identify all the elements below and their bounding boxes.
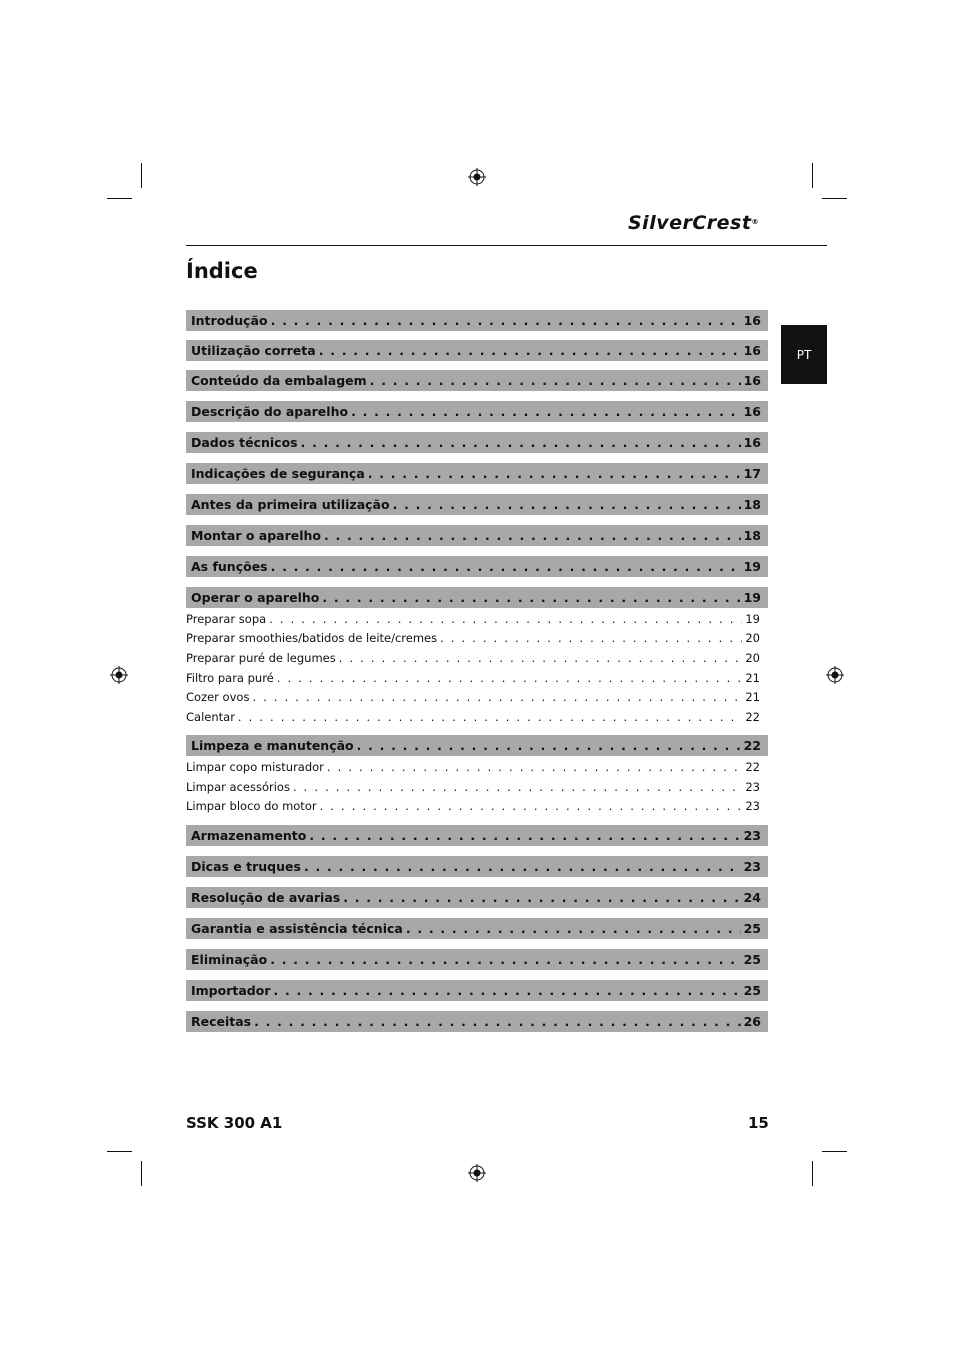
page-title: Índice (186, 259, 258, 283)
toc-subsection-entry[interactable] (186, 758, 768, 776)
toc-leader-dots (327, 760, 742, 774)
toc-entry-page: 23 (743, 828, 761, 843)
toc-leader-dots (269, 612, 742, 626)
toc-entry-label: Conteúdo da embalagem (191, 373, 367, 388)
registration-mark-icon (110, 666, 128, 684)
toc-leader-dots (309, 828, 740, 843)
toc-section-entry[interactable] (186, 310, 768, 331)
toc-entry-label: Dados técnicos (191, 435, 298, 450)
toc-subsection-entry[interactable] (186, 669, 768, 687)
toc-entry-label: Resolução de avarias (191, 890, 341, 905)
toc-section-entry[interactable] (186, 525, 768, 546)
toc-section-entry[interactable] (186, 887, 768, 908)
crop-mark (107, 198, 132, 199)
toc-leader-dots (301, 435, 741, 450)
toc-section-entry[interactable] (186, 856, 768, 877)
toc-entry-page: 19 (745, 612, 760, 626)
toc-leader-dots (277, 671, 743, 685)
language-tab (781, 325, 827, 384)
toc-leader-dots (304, 859, 741, 874)
toc-subsection-entry[interactable] (186, 610, 768, 628)
toc-entry-page: 16 (743, 373, 761, 388)
toc-entry-label: Descrição do aparelho (191, 404, 349, 419)
toc-leader-dots (322, 590, 740, 605)
toc-section-entry[interactable] (186, 735, 768, 756)
toc-entry-label: Dicas e truques (191, 859, 301, 874)
crop-mark (822, 198, 847, 199)
registered-mark: ® (751, 218, 759, 226)
toc-entry-page: 23 (745, 780, 760, 794)
header-rule (186, 245, 827, 246)
toc-entry-label: Indicações de segurança (191, 466, 365, 481)
toc-entry-label: Preparar puré de legumes (186, 651, 336, 665)
toc-leader-dots (271, 559, 741, 574)
toc-leader-dots (370, 373, 741, 388)
toc-entry-label: Operar o aparelho (191, 590, 320, 605)
toc-leader-dots (274, 983, 741, 998)
toc-entry-label: Filtro para puré (186, 671, 274, 685)
toc-subsection-entry[interactable] (186, 708, 768, 726)
toc-leader-dots (343, 890, 740, 905)
toc-entry-page: 19 (743, 559, 761, 574)
toc-entry-label: Receitas (191, 1014, 252, 1029)
toc-entry-label: Calentar (186, 710, 235, 724)
toc-entry-page: 25 (743, 952, 761, 967)
toc-section-entry[interactable] (186, 494, 768, 515)
registration-mark-icon (468, 168, 486, 186)
toc-entry-label: Preparar smoothies/batidos de leite/cremes (186, 631, 438, 645)
toc-entry-label: Limpar acessórios (186, 780, 290, 794)
toc-leader-dots (440, 631, 742, 645)
toc-section-entry[interactable] (186, 556, 768, 577)
registration-mark-icon (468, 1164, 486, 1182)
toc-leader-dots (406, 921, 741, 936)
toc-entry-page: 26 (743, 1014, 761, 1029)
footer-page-number: 15 (748, 1114, 769, 1132)
brand-logo (628, 212, 759, 234)
toc-leader-dots (319, 343, 741, 358)
toc-entry-page: 25 (743, 983, 761, 998)
toc-section-entry[interactable] (186, 340, 768, 361)
toc-subsection-entry[interactable] (186, 778, 768, 796)
toc-entry-page: 22 (745, 760, 760, 774)
toc-entry-page: 23 (745, 799, 760, 813)
toc-subsection-entry[interactable] (186, 797, 768, 815)
toc-entry-page: 16 (743, 404, 761, 419)
toc-entry-label: Antes da primeira utilização (191, 497, 390, 512)
toc-leader-dots (320, 799, 743, 813)
toc-section-entry[interactable] (186, 463, 768, 484)
toc-section-entry[interactable] (186, 949, 768, 970)
toc-entry-label: Garantia e assistência técnica (191, 921, 403, 936)
toc-entry-page: 24 (743, 890, 761, 905)
toc-leader-dots (238, 710, 742, 724)
toc-leader-dots (339, 651, 743, 665)
toc-subsection-entry[interactable] (186, 649, 768, 667)
toc-section-entry[interactable] (186, 432, 768, 453)
toc-leader-dots (271, 313, 741, 328)
toc-entry-page: 19 (743, 590, 761, 605)
toc-leader-dots (368, 466, 741, 481)
toc-entry-label: Montar o aparelho (191, 528, 322, 543)
crop-mark (822, 1151, 847, 1152)
toc-entry-page: 16 (743, 343, 761, 358)
brand-logo-text: SilverCrest (628, 212, 752, 234)
crop-mark (141, 163, 142, 188)
toc-entry-page: 23 (743, 859, 761, 874)
toc-entry-page: 22 (743, 738, 761, 753)
crop-mark (812, 1161, 813, 1186)
toc-entry-page: 16 (743, 313, 761, 328)
toc-entry-page: 21 (745, 671, 760, 685)
toc-leader-dots (254, 1014, 740, 1029)
toc-leader-dots (293, 780, 742, 794)
toc-entry-page: 25 (743, 921, 761, 936)
toc-leader-dots (351, 404, 741, 419)
language-tab-label: PT (796, 347, 812, 362)
toc-leader-dots (324, 528, 741, 543)
crop-mark (107, 1151, 132, 1152)
toc-entry-label: Eliminação (191, 952, 268, 967)
toc-entry-page: 18 (743, 497, 761, 512)
toc-entry-label: Importador (191, 983, 271, 998)
toc-entry-label: As funções (191, 559, 268, 574)
toc-entry-page: 20 (745, 631, 760, 645)
toc-leader-dots (270, 952, 740, 967)
toc-entry-page: 18 (743, 528, 761, 543)
footer-model: SSK 300 A1 (186, 1114, 283, 1132)
toc-entry-page: 21 (745, 690, 760, 704)
toc-entry-label: Limpar copo misturador (186, 760, 324, 774)
toc-entry-page: 16 (743, 435, 761, 450)
crop-mark (812, 163, 813, 188)
toc-entry-page: 20 (745, 651, 760, 665)
toc-subsection-entry[interactable] (186, 688, 768, 706)
toc-entry-label: Introdução (191, 313, 268, 328)
toc-leader-dots (357, 738, 741, 753)
toc-entry-label: Armazenamento (191, 828, 307, 843)
toc-section-entry[interactable] (186, 825, 768, 846)
toc-subsection-entry[interactable] (186, 629, 768, 647)
toc-section-entry[interactable] (186, 401, 768, 422)
toc-leader-dots (393, 497, 741, 512)
toc-entry-page: 17 (743, 466, 761, 481)
toc-section-entry[interactable] (186, 1011, 768, 1032)
toc-entry-label: Limpar bloco do motor (186, 799, 317, 813)
toc-section-entry[interactable] (186, 980, 768, 1001)
toc-entry-label: Preparar sopa (186, 612, 267, 626)
toc-section-entry[interactable] (186, 587, 768, 608)
toc-section-entry[interactable] (186, 918, 768, 939)
toc-entry-label: Utilização correta (191, 343, 316, 358)
crop-mark (141, 1161, 142, 1186)
toc-entry-page: 22 (745, 710, 760, 724)
toc-entry-label: Cozer ovos (186, 690, 250, 704)
toc-leader-dots (252, 690, 742, 704)
registration-mark-icon (826, 666, 844, 684)
toc-section-entry[interactable] (186, 370, 768, 391)
toc-entry-label: Limpeza e manutenção (191, 738, 354, 753)
